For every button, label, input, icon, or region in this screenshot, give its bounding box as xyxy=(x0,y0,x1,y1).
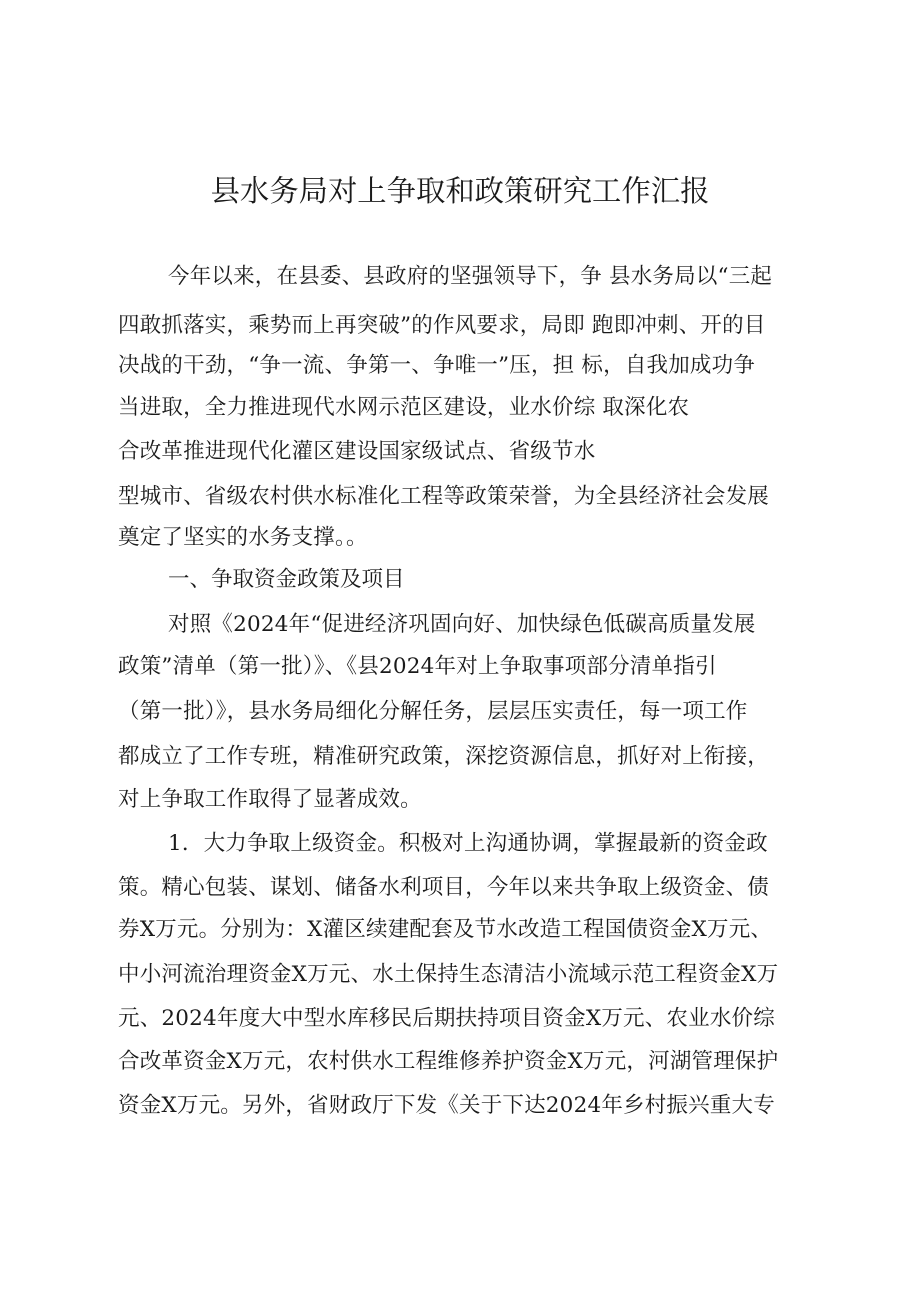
item1-line: 策。精心包装、谋划、储备水利项目，今年以来共争取上级资金、债 xyxy=(118,875,770,900)
item1-line: 1．大力争取上级资金。积极对上沟通协调，掌握最新的资金政 xyxy=(168,831,768,856)
item1-line: 合改革资金X万元，农村供水工程维修养护资金X万元，河湖管理保护 xyxy=(118,1049,779,1074)
intro-line: 当进取，全力推进现代水网示范区建设，业水价综 取深化农 xyxy=(118,395,690,420)
item1-line: 资金X万元。另外，省财政厅下发《关于下达2024年乡村振兴重大专 xyxy=(118,1093,775,1118)
intro-line: 今年以来，在县委、县政府的坚强领导下，争 县水务局以“三起 xyxy=(168,264,773,289)
intro-line: 奠定了坚实的水务支撑。。 xyxy=(118,525,368,550)
item1-line: 中小河流治理资金X万元、水土保持生态清洁小流域示范工程资金X万 xyxy=(118,962,779,987)
document-title: 县水务局对上争取和政策研究工作汇报 xyxy=(210,174,710,208)
intro-line: 合改革推进现代化灌区建设国家级试点、省级节水 xyxy=(118,439,596,464)
section1-line: 对照《2024年“促进经济巩固向好、加快绿色低碳高质量发展 xyxy=(168,612,756,637)
intro-line: 型城市、省级农村供水标准化工程等政策荣誉，为全县经济社会发展 xyxy=(118,484,770,509)
intro-line: 四敢抓落实，乘势而上再突破”的作风要求，局即 跑即冲刺、开的目 xyxy=(118,313,766,338)
item1-line: 元、2024年度大中型水库移民后期扶持项目资金X万元、农业水价综 xyxy=(118,1006,775,1031)
section1-line: 政策”清单（第一批）》、《县2024年对上争取事项部分清单指引 xyxy=(118,654,717,679)
item1-line: 券X万元。分别为：X灌区续建配套及节水改造工程国债资金X万元、 xyxy=(118,917,773,942)
section1-line: 都成立了工作专班，精准研究政策，深挖资源信息，抓好对上衔接， xyxy=(118,744,770,769)
section1-line: 对上争取工作取得了显著成效。 xyxy=(118,787,422,812)
section-heading: 一、争取资金政策及项目 xyxy=(168,567,405,592)
intro-line: 决战的干劲，“争一流、争第一、争唯一”压，担 标，自我加成功争 xyxy=(118,353,756,378)
section1-line: （第一批）》，县水务局细化分解任务，层层压实责任，每一项工作 xyxy=(118,699,748,724)
